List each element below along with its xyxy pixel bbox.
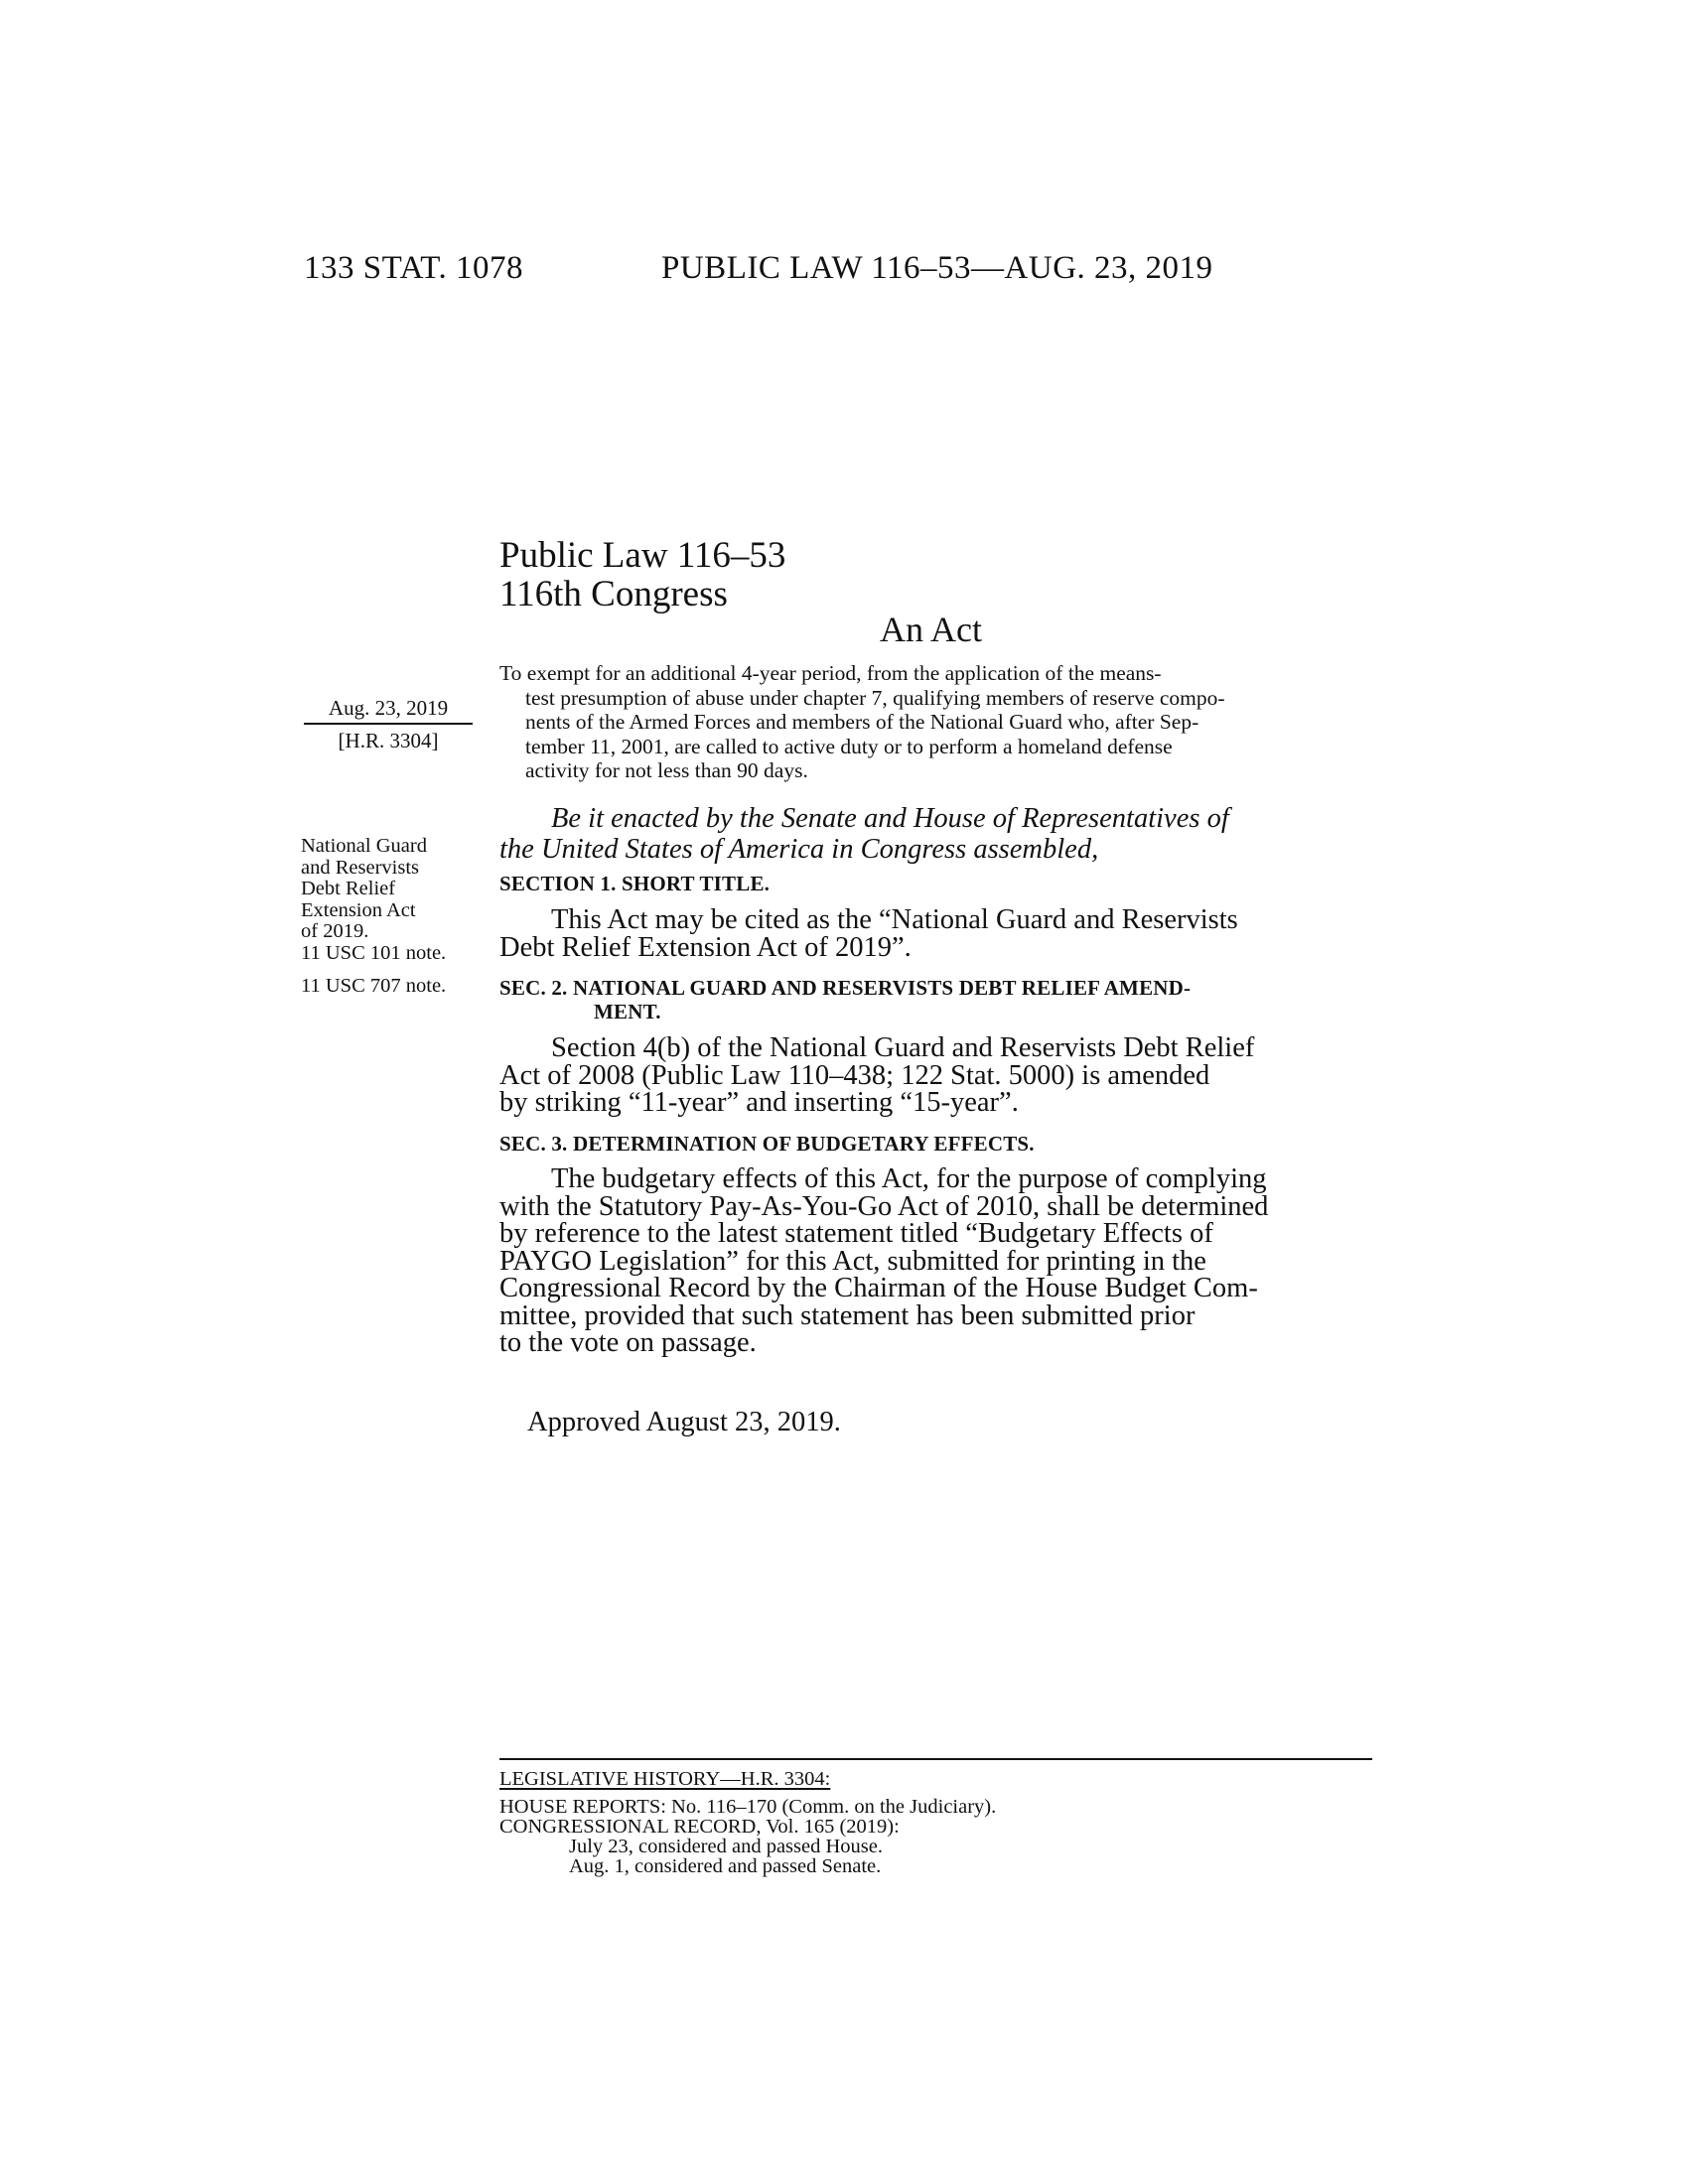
text-line: Congressional Record by the Chairman of the House Budget Com-	[499, 1273, 1258, 1303]
section-2-text	[499, 1034, 1372, 1117]
margin-note-line: and Reservists	[301, 856, 419, 879]
purpose-line: To exempt for an additional 4-year period, from the application of the means-	[499, 661, 1162, 685]
heading-line: SEC. 2. NATIONAL GUARD AND RESERVISTS DEBT RELIEF AMEND-	[499, 976, 1192, 1000]
congressional-record: CONGRESSIONAL RECORD, Vol. 165 (2019):	[499, 1816, 900, 1838]
page-citation: 133 STAT. 1078	[304, 250, 524, 286]
text-line: Act of 2008 (Public Law 110–438; 122 Stat. 5000) is amended	[499, 1059, 1210, 1091]
margin-note-line: Extension Act	[301, 898, 416, 921]
heading-line: MENT.	[594, 1000, 661, 1024]
text-line: PAYGO Legislation” for this Act, submitted for printing in the	[499, 1245, 1206, 1277]
section-1-heading: SECTION 1. SHORT TITLE.	[499, 872, 771, 895]
legislative-history	[499, 1769, 1372, 1876]
purpose-statement	[499, 661, 1372, 783]
act-title: An Act	[880, 610, 982, 649]
enactment-date: Aug. 23, 2019	[304, 695, 473, 725]
section-3-text	[499, 1165, 1372, 1357]
enacting-clause	[499, 803, 1372, 865]
text-line: Section 4(b) of the National Guard and Reservists Debt Relief	[551, 1032, 1255, 1063]
section-1-text	[499, 906, 1372, 961]
text-line: Debt Relief Extension Act of 2019”.	[499, 931, 912, 963]
record-entry: July 23, considered and passed House.	[569, 1836, 883, 1857]
enacting-line: the United States of America in Congress assembled,	[499, 834, 1099, 865]
bill-number: [H.R. 3304]	[338, 729, 439, 752]
purpose-line: test presumption of abuse under chapter 7, qualifying members of reserve compo-	[525, 685, 1225, 710]
law-number: Public Law 116–53	[499, 535, 786, 576]
text-line: This Act may be cited as the “National Guard and Reservists	[551, 904, 1238, 935]
margin-short-title-note	[301, 836, 480, 964]
section-2-heading	[499, 976, 1372, 1024]
margin-note-line: of 2019.	[301, 920, 369, 942]
text-line: to the vote on passage.	[499, 1327, 757, 1358]
running-head	[304, 250, 1213, 287]
section-3-heading: SEC. 3. DETERMINATION OF BUDGETARY EFFECTS.	[499, 1132, 1035, 1156]
purpose-line: tember 11, 2001, are called to active duty or to perform a homeland defense	[525, 734, 1173, 758]
usc-note: 11 USC 707 note.	[301, 975, 447, 997]
text-line: The budgetary effects of this Act, for the purpose of complying	[551, 1163, 1267, 1194]
text-line: by striking “11-year” and inserting “15-year”.	[499, 1087, 1019, 1118]
text-line: mittee, provided that such statement has been submitted prior	[499, 1299, 1196, 1331]
running-head-title: PUBLIC LAW 116–53—AUG. 23, 2019	[661, 250, 1213, 286]
margin-note-line: National Guard	[301, 835, 427, 857]
text-line: by reference to the latest statement titled “Budgetary Effects of	[499, 1218, 1213, 1249]
record-entry: Aug. 1, considered and passed Senate.	[569, 1855, 882, 1877]
enacting-line: Be it enacted by the Senate and House of Representatives of	[551, 803, 1229, 834]
purpose-line: activity for not less than 90 days.	[525, 758, 808, 782]
legislative-history-heading: LEGISLATIVE HISTORY—H.R. 3304:	[499, 1768, 831, 1790]
congress: 116th Congress	[499, 574, 728, 614]
footnote-rule	[499, 1758, 1372, 1760]
margin-date-block	[304, 695, 473, 753]
margin-note-line: Debt Relief	[301, 878, 396, 899]
house-reports: HOUSE REPORTS: No. 116–170 (Comm. on the Judiciary).	[499, 1796, 997, 1818]
purpose-line: nents of the Armed Forces and members of the National Guard who, after Sep-	[525, 710, 1199, 734]
usc-note: 11 USC 101 note.	[301, 941, 447, 964]
approval-line: Approved August 23, 2019.	[527, 1407, 841, 1437]
text-line: with the Statutory Pay-As-You-Go Act of 2010, shall be determined	[499, 1190, 1269, 1222]
